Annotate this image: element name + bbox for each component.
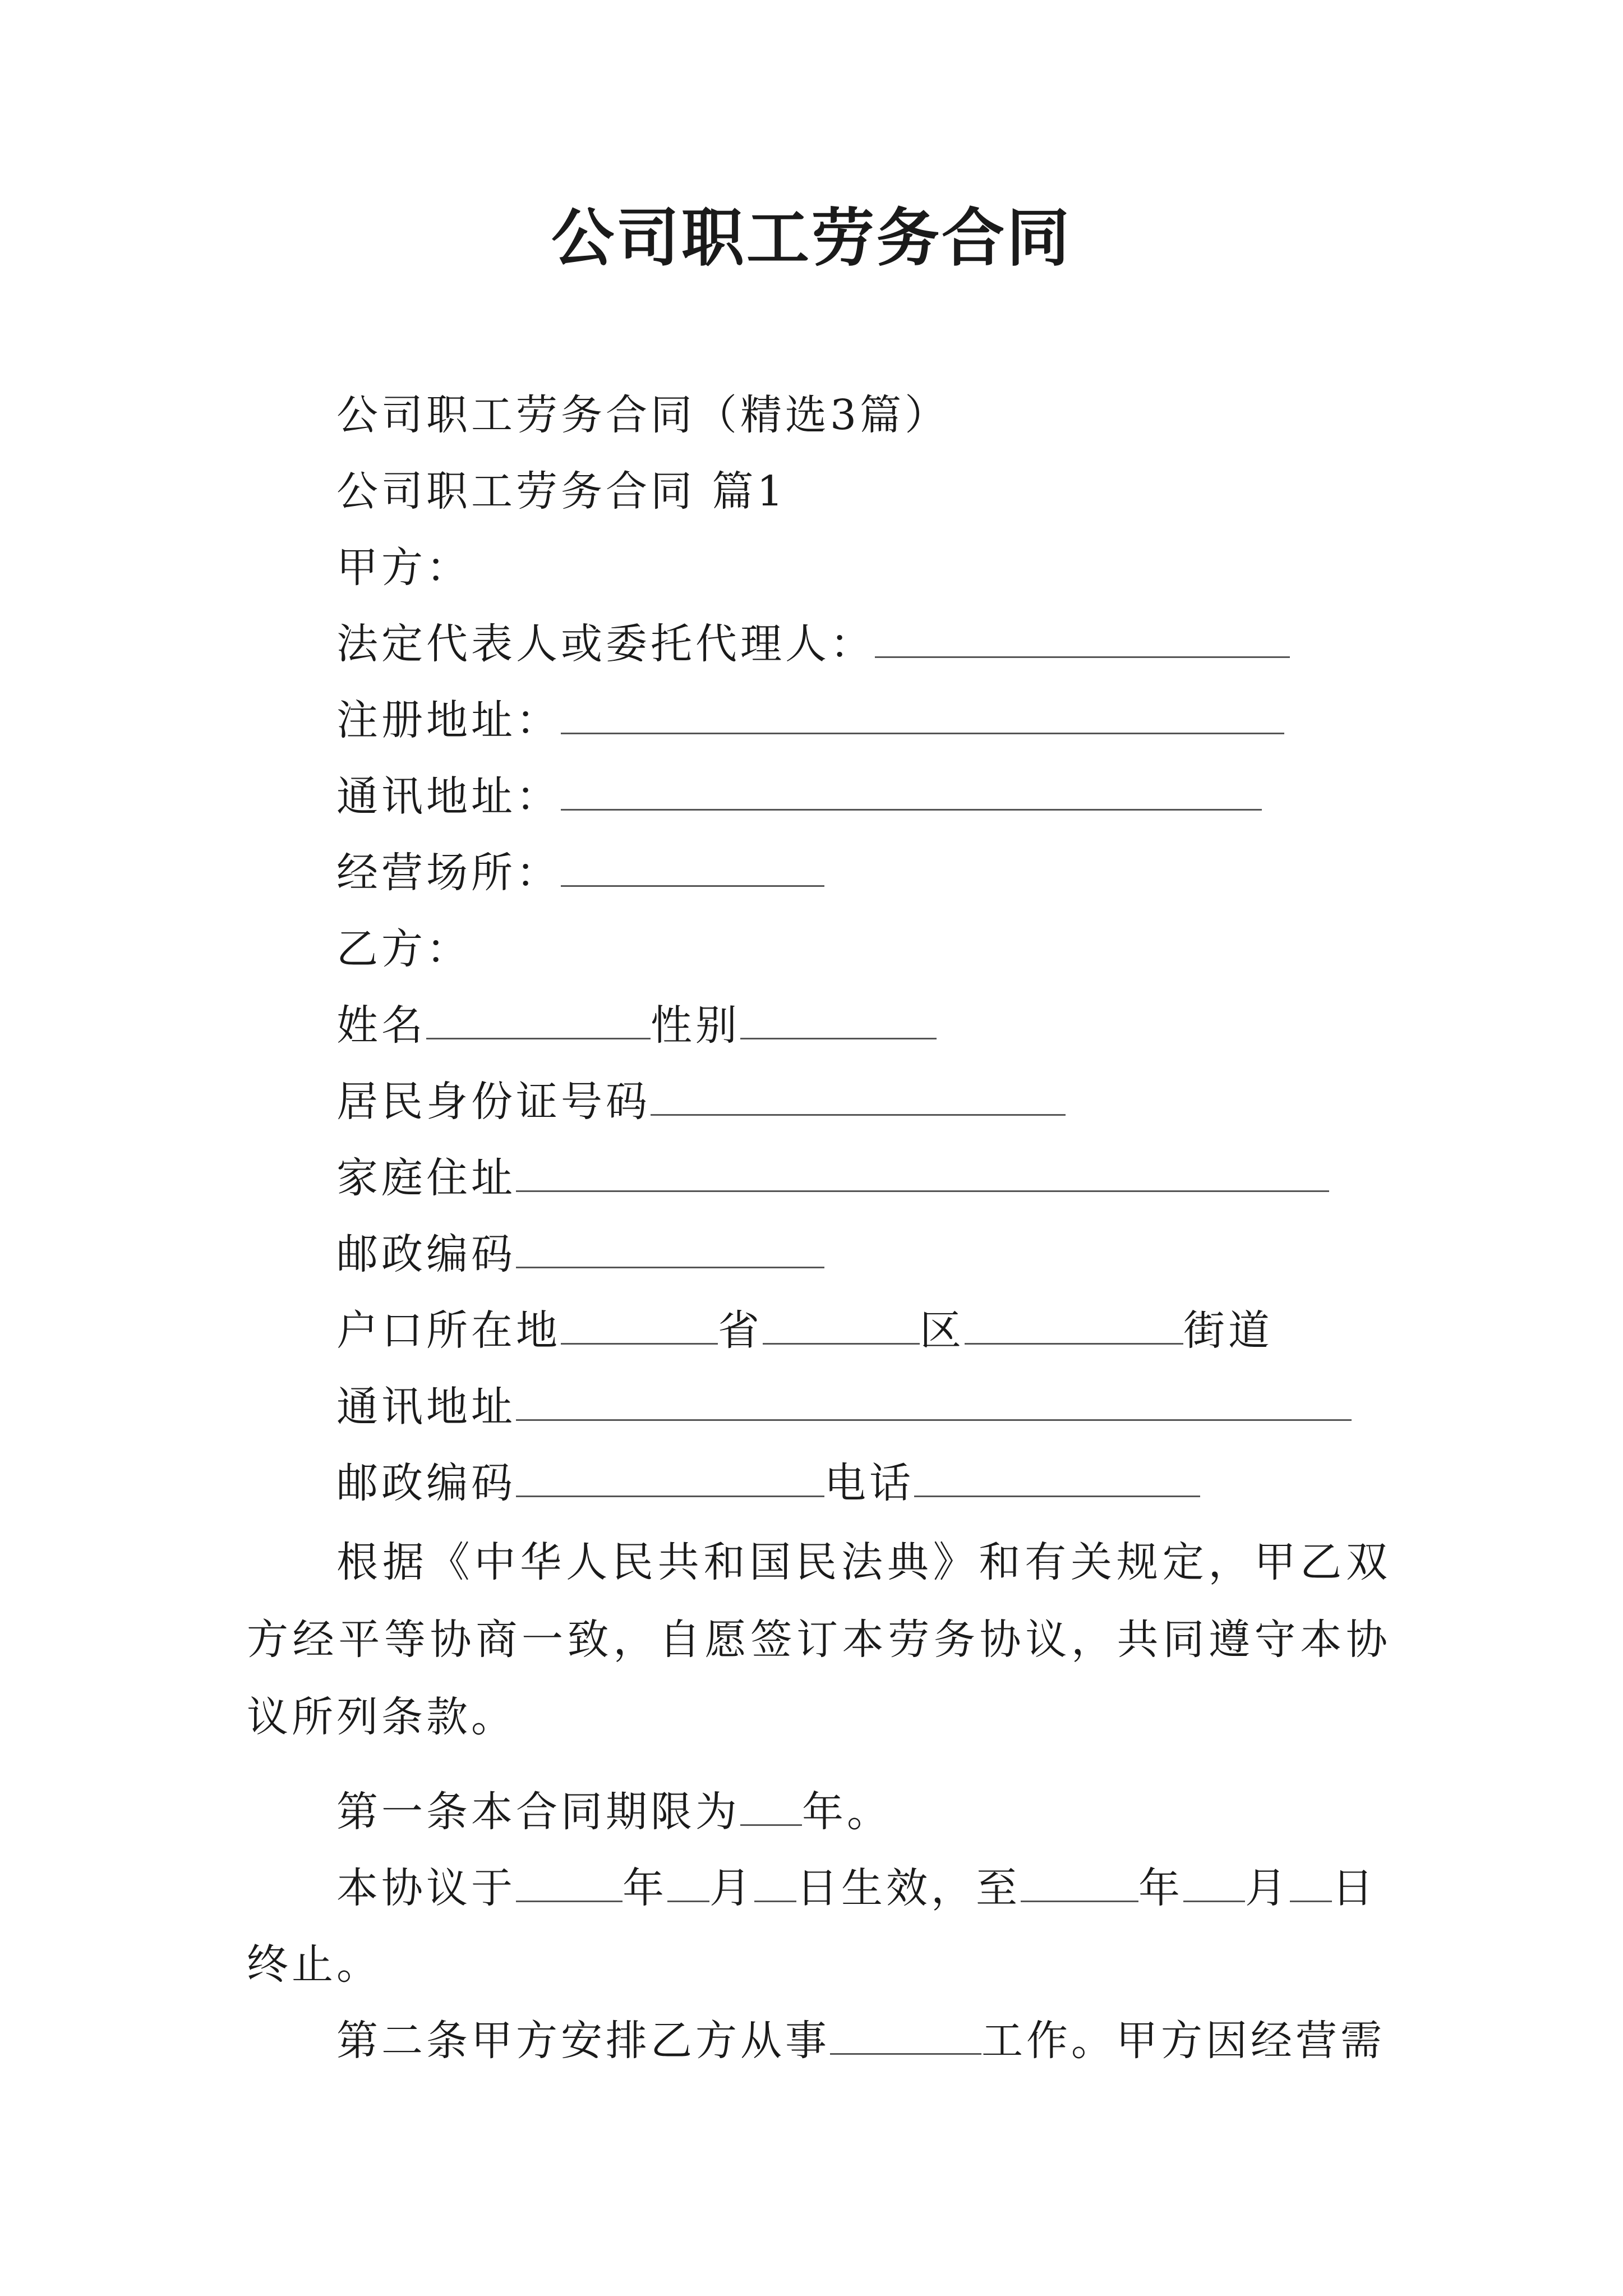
clause-2 <box>336 2013 1385 2069</box>
legal-rep-blank <box>875 622 1290 658</box>
party-a-label: 甲方： <box>336 544 471 592</box>
clause-1-unit: 年。 <box>802 1788 892 1836</box>
home-address-label: 家庭住址 <box>336 1154 516 1202</box>
hukou-label: 户口所在地 <box>336 1306 561 1355</box>
subtitle: 公司职工劳务合同（精选3篇） <box>336 391 950 439</box>
id-number-blank <box>651 1079 1066 1116</box>
district-blank <box>763 1308 920 1345</box>
postal-code-label: 邮政编码 <box>336 1230 516 1278</box>
gender-label: 性别 <box>651 1001 740 1050</box>
mail-address-label: 通讯地址： <box>336 772 561 821</box>
effective-label: 本协议于 <box>336 1864 516 1912</box>
postal-code-blank <box>516 1232 824 1268</box>
street-blank <box>965 1308 1183 1345</box>
district-label: 区 <box>920 1306 965 1355</box>
street-label: 街道 <box>1183 1306 1273 1355</box>
eff-month-label: 月 <box>709 1864 754 1912</box>
b-mail-address-blank <box>516 1384 1352 1421</box>
reg-address-label: 注册地址： <box>336 696 561 744</box>
end-day-label: 日 <box>1332 1864 1377 1912</box>
end-day-blank <box>1290 1866 1332 1902</box>
business-place-label: 经营场所： <box>336 849 561 897</box>
legal-rep-row <box>336 616 1290 672</box>
name-label: 姓名 <box>336 1001 426 1050</box>
section-heading: 公司职工劳务合同 篇1 <box>336 467 787 516</box>
clause-1 <box>336 1784 892 1840</box>
eff-month-blank <box>667 1866 709 1902</box>
document-title: 公司职工劳务合同 <box>551 201 1072 275</box>
province-blank <box>561 1308 718 1345</box>
eff-day-blank <box>754 1866 796 1902</box>
eff-year-label: 年 <box>623 1864 667 1912</box>
business-place-row <box>336 845 824 901</box>
term-years-blank <box>740 1789 802 1826</box>
postal-code-row <box>336 1226 824 1282</box>
end-year-blank <box>1021 1866 1138 1902</box>
phone-blank <box>914 1461 1200 1497</box>
reg-address-row <box>336 692 1284 748</box>
name-gender-row <box>336 997 937 1053</box>
postal-code2-label: 邮政编码 <box>336 1459 516 1507</box>
end-year-label: 年 <box>1138 1864 1183 1912</box>
eff-day-label: 日生效，至 <box>796 1864 1021 1912</box>
postal-phone-row <box>336 1455 1200 1511</box>
mail-address-blank <box>561 774 1262 811</box>
b-mail-address-row <box>336 1379 1352 1435</box>
intro-paragraph: 根据《中华人民共和国民法典》和有关规定，甲乙双方经平等协商一致，自愿签订本劳务协议，共同遵守本协议所列条款。 <box>247 1538 1391 1741</box>
clause-2-text: 第二条甲方安排乙方从事 <box>336 2017 830 2065</box>
job-blank <box>830 2018 981 2055</box>
phone-label: 电话 <box>824 1459 914 1507</box>
gender-blank <box>740 1003 937 1039</box>
termination-text: 终止。 <box>247 1940 381 1989</box>
home-address-row <box>336 1150 1329 1206</box>
clause-2-cont: 工作。甲方因经营需 <box>981 2017 1385 2065</box>
id-number-label: 居民身份证号码 <box>336 1078 651 1126</box>
name-blank <box>426 1003 651 1039</box>
b-mail-address-label: 通讯地址 <box>336 1383 516 1431</box>
eff-year-blank <box>516 1866 623 1902</box>
province-label: 省 <box>718 1306 763 1355</box>
effective-row <box>336 1860 1377 1916</box>
id-number-row <box>336 1074 1066 1130</box>
hukou-row <box>336 1303 1273 1359</box>
clause-1-text: 第一条本合同期限为 <box>336 1788 740 1836</box>
business-place-blank <box>561 850 824 887</box>
mail-address-row <box>336 769 1262 825</box>
party-b-label: 乙方： <box>336 925 471 973</box>
postal-code2-blank <box>516 1461 824 1497</box>
home-address-blank <box>516 1156 1329 1192</box>
end-month-blank <box>1183 1866 1245 1902</box>
legal-rep-label: 法定代表人或委托代理人： <box>336 620 875 668</box>
reg-address-blank <box>561 698 1284 734</box>
end-month-label: 月 <box>1245 1864 1290 1912</box>
